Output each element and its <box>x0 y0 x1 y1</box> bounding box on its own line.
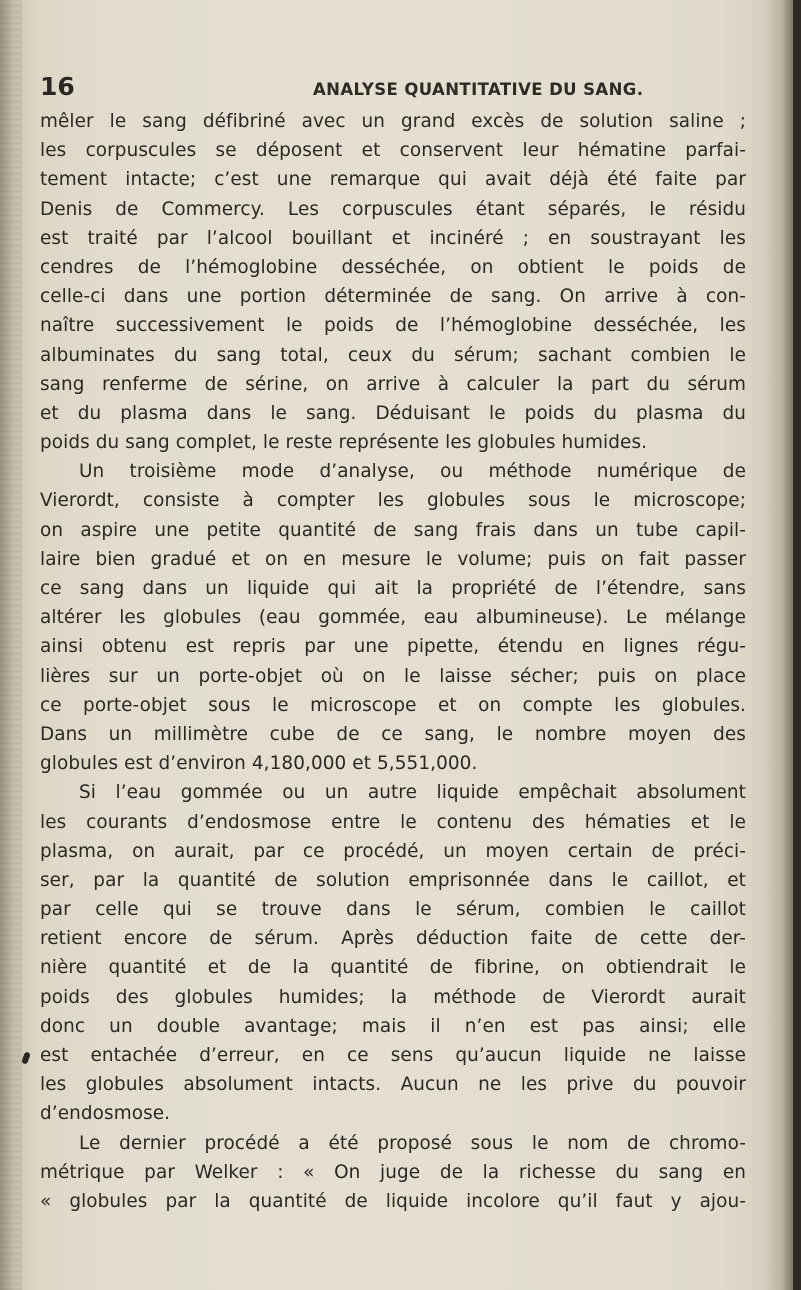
text-line: les corpuscules se déposent et conservent leur hématine parfai- <box>40 140 746 162</box>
text-line: Dans un millimètre cube de ce sang, le nombre moyen des <box>40 723 746 745</box>
text-line: altérer les globules (eau gommée, eau albumineuse). Le mélange <box>40 607 746 629</box>
text-line: lières sur un porte-objet où on le laisse sécher; puis on place <box>40 665 746 687</box>
text-line: sang renferme de sérine, on arrive à calculer la part du sérum <box>40 373 746 395</box>
text-line: Si l’eau gommée ou un autre liquide empêchait absolument <box>79 782 746 804</box>
text-line: ainsi obtenu est repris par une pipette, étendu en lignes régu- <box>40 636 746 658</box>
text-line: on aspire une petite quantité de sang frais dans un tube capil- <box>40 519 746 541</box>
text-line: mêler le sang défibriné avec un grand excès de solution saline ; <box>40 111 746 132</box>
text-line: est entachée d’erreur, en ce sens qu’aucun liquide ne laisse <box>40 1045 746 1066</box>
text-line: donc un double avantage; mais il n’en est pas ainsi; elle <box>40 1015 746 1037</box>
text-line: d’endosmose. <box>40 1103 171 1125</box>
text-line: retient encore de sérum. Après déduction faite de cette der- <box>40 928 746 950</box>
text-line: celle-ci dans une portion déterminée de sang. On arrive à con- <box>40 286 746 308</box>
text-line: et du plasma dans le sang. Déduisant le poids du plasma du <box>40 402 746 424</box>
binding-shadow <box>0 0 22 1290</box>
text-line: laire bien gradué et on en mesure le volume; puis on fait passer <box>40 548 746 570</box>
text-line: « globules par la quantité de liquide incolore qu’il faut y ajou- <box>40 1190 746 1212</box>
text-line: par celle qui se trouve dans le sérum, combien le caillot <box>40 899 746 921</box>
text-line: ce porte-objet sous le microscope et on compte les globules. <box>40 694 746 716</box>
page-header <box>40 72 740 102</box>
text-line: métrique par Welker : « On juge de la richesse du sang en <box>40 1161 746 1183</box>
text-line: cendres de l’hémoglobine desséchée, on obtient le poids de <box>40 256 746 278</box>
page-edge <box>793 0 801 1290</box>
text-line: globules est d’environ 4,180,000 et 5,551,000. <box>40 753 478 775</box>
text-line: ser, par la quantité de solution emprisonnée dans le caillot, et <box>40 869 746 891</box>
text-line: plasma, on aurait, par ce procédé, un moyen certain de préci- <box>40 840 746 862</box>
running-head: ANALYSE QUANTITATIVE DU SANG. <box>313 80 644 99</box>
page-number: 16 <box>40 72 75 101</box>
text-line: Le dernier procédé a été proposé sous le nom de chromo- <box>79 1132 746 1154</box>
text-line: poids des globules humides; la méthode de Vierordt aurait <box>40 986 746 1008</box>
text-line: poids du sang complet, le reste représente les globules humides. <box>40 432 648 454</box>
text-line: les globules absolument intacts. Aucun ne les prive du pouvoir <box>40 1074 746 1096</box>
text-line: est traité par l’alcool bouillant et incinéré ; en soustrayant les <box>40 227 746 249</box>
text-line: Un troisième mode d’analyse, ou méthode numérique de <box>79 461 746 483</box>
text-line: les courants d’endosmose entre le contenu des hématies et le <box>40 811 746 833</box>
text-line: ce sang dans un liquide qui ait la propriété de l’étendre, sans <box>40 578 746 599</box>
text-line: nière quantité et de la quantité de fibrine, on obtiendrait le <box>40 957 746 979</box>
text-line: naître successivement le poids de l’hémoglobine desséchée, les <box>40 315 746 337</box>
text-line: albuminates du sang total, ceux du sérum; sachant combien le <box>40 344 746 366</box>
text-line: tement intacte; c’est une remarque qui avait déjà été faite par <box>40 169 746 191</box>
ink-speck <box>21 1051 31 1064</box>
text-line: Vierordt, consiste à compter les globules sous le microscope; <box>40 490 746 512</box>
body-text <box>40 107 746 1216</box>
text-line: Denis de Commercy. Les corpuscules étant séparés, le résidu <box>40 198 746 220</box>
